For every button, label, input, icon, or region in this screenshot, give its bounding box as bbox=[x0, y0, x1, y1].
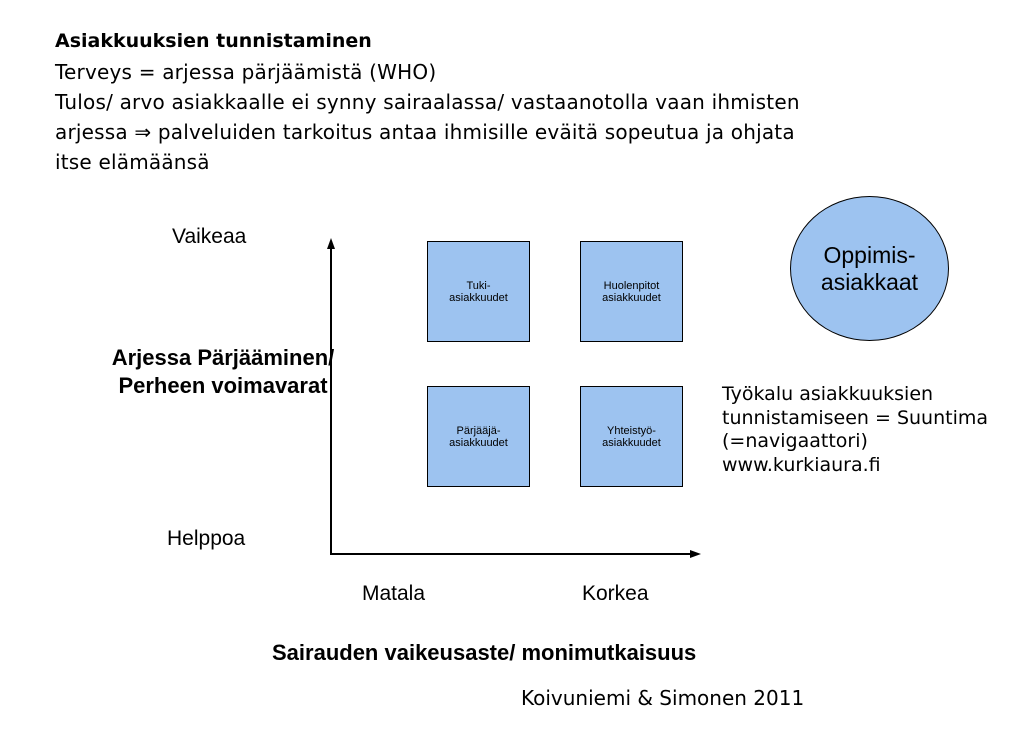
y-axis-top-label: Vaikeaa bbox=[172, 225, 247, 248]
y-axis-arrow bbox=[327, 238, 335, 249]
y-axis-bottom-label: Helppoa bbox=[167, 527, 246, 550]
quadrant-top-right bbox=[580, 241, 683, 342]
x-axis-arrow bbox=[690, 550, 701, 558]
quadrant-bottom-right-label: Yhteistyö- asiakkuudet bbox=[602, 424, 661, 449]
intro-line-3: arjessa ⇒ palveluiden tarkoitus antaa ihmisille eväitä sopeutua ja ohjata bbox=[55, 120, 795, 144]
quadrant-top-right-label: Huolenpitot asiakkuudet bbox=[602, 279, 661, 304]
tool-note: Työkalu asiakkuuksien tunnistamiseen = Suuntima (=navigaattori) www.kurkiaura.fi bbox=[722, 383, 989, 476]
learning-clients-oval bbox=[790, 196, 949, 341]
quadrant-bottom-right bbox=[580, 386, 683, 487]
intro-line-1: Terveys = arjessa pärjäämistä (WHO) bbox=[55, 60, 437, 84]
quadrant-bottom-left bbox=[427, 386, 530, 487]
intro-line-2: Tulos/ arvo asiakkaalle ei synny sairaalassa/ vastaanotolla vaan ihmisten bbox=[55, 90, 800, 114]
slide-title: Asiakkuuksien tunnistaminen bbox=[55, 30, 372, 52]
quadrant-top-left bbox=[427, 241, 530, 342]
oval-label: Oppimis- asiakkaat bbox=[820, 241, 919, 295]
y-axis-title: Arjessa Pärjääminen/ Perheen voimavarat bbox=[111, 345, 335, 398]
intro-line-4: itse elämäänsä bbox=[55, 150, 210, 174]
x-axis-title: Sairauden vaikeusaste/ monimutkaisuus bbox=[272, 640, 697, 665]
x-axis-right-label: Korkea bbox=[582, 582, 649, 605]
credit: Koivuniemi & Simonen 2011 bbox=[521, 686, 805, 710]
x-axis-left-label: Matala bbox=[362, 582, 426, 605]
quadrant-top-left-label: Tuki- asiakkuudet bbox=[449, 279, 508, 304]
quadrant-bottom-left-label: Pärjääjä- asiakkuudet bbox=[449, 424, 508, 449]
